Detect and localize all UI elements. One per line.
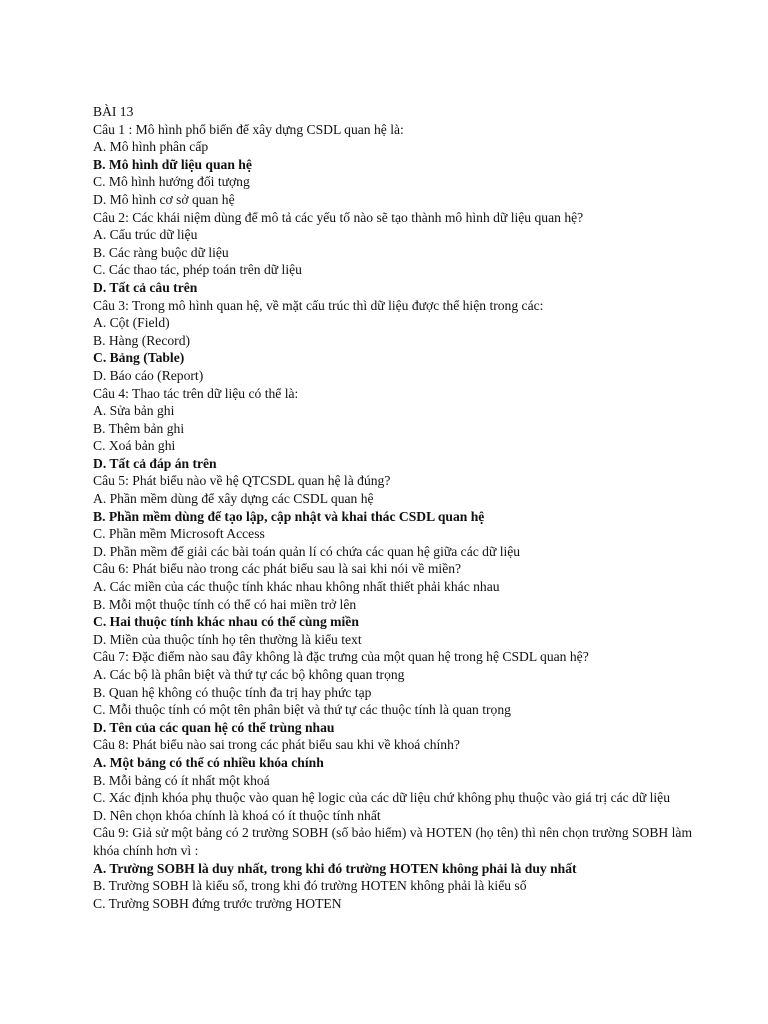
answer-option-correct: B. Mô hình dữ liệu quan hệ bbox=[93, 156, 252, 172]
answer-option: A. Phần mềm dùng để xây dựng các CSDL quan hệ bbox=[93, 491, 374, 507]
answer-option: D. Báo cáo (Report) bbox=[93, 367, 204, 383]
answer-option: D. Miền của thuộc tính họ tên thường là kiểu text bbox=[93, 631, 362, 647]
answer-option-correct: B. Phần mềm dùng để tạo lập, cập nhật và khai thác CSDL quan hệ bbox=[93, 508, 485, 524]
answer-option-correct: D. Tên của các quan hệ có thể trùng nhau bbox=[93, 719, 335, 735]
question-text: Câu 6: Phát biểu nào trong các phát biểu sau là sai khi nói về miền? bbox=[93, 561, 462, 577]
answer-option: B. Trường SOBH là kiểu số, trong khi đó trường HOTEN không phải là kiểu số bbox=[93, 878, 527, 894]
question-text: Câu 9: Giả sử một bảng có 2 trường SOBH (số bảo hiểm) và HOTEN (họ tên) thì nên chọn trường SOBH làm khóa chính hơn vì : bbox=[93, 825, 693, 858]
answer-option: A. Cấu trúc dữ liệu bbox=[93, 227, 198, 243]
answer-option: B. Mỗi bảng có ít nhất một khoá bbox=[93, 772, 270, 788]
answer-option: A. Sửa bản ghi bbox=[93, 403, 175, 419]
answer-option: C. Mỗi thuộc tính có một tên phân biệt và thứ tự các thuộc tính là quan trọng bbox=[93, 702, 511, 718]
document-title: BÀI 13 bbox=[93, 104, 134, 119]
answer-option: D. Nên chọn khóa chính là khoá có ít thuộc tính nhất bbox=[93, 807, 381, 823]
document-lines bbox=[93, 121, 693, 913]
question-text: Câu 2: Các khái niệm dùng để mô tả các yếu tố nào sẽ tạo thành mô hình dữ liệu quan hệ? bbox=[93, 209, 584, 225]
answer-option: B. Thêm bản ghi bbox=[93, 420, 185, 436]
question-text: Câu 7: Đặc điểm nào sau đây không là đặc trưng của một quan hệ trong hệ CSDL quan hệ? bbox=[93, 649, 589, 665]
answer-option-correct: A. Một bảng có thể có nhiều khóa chính bbox=[93, 754, 324, 770]
answer-option: C. Trường SOBH đứng trước trường HOTEN bbox=[93, 895, 342, 911]
question-text: Câu 5: Phát biểu nào về hệ QTCSDL quan hệ là đúng? bbox=[93, 473, 391, 489]
answer-option: D. Mô hình cơ sở quan hệ bbox=[93, 191, 235, 207]
answer-option: A. Các miền của các thuộc tính khác nhau không nhất thiết phải khác nhau bbox=[93, 579, 500, 595]
answer-option: A. Cột (Field) bbox=[93, 315, 170, 331]
answer-option-correct: C. Hai thuộc tính khác nhau có thể cùng miền bbox=[93, 614, 359, 630]
answer-option: C. Phần mềm Microsoft Access bbox=[93, 526, 265, 542]
answer-option: B. Các ràng buộc dữ liệu bbox=[93, 244, 229, 260]
answer-option: A. Các bộ là phân biệt và thứ tự các bộ không quan trọng bbox=[93, 667, 405, 682]
question-text: Câu 4: Thao tác trên dữ liệu có thể là: bbox=[93, 385, 299, 401]
answer-option: A. Mô hình phân cấp bbox=[93, 139, 209, 155]
answer-option-correct: A. Trường SOBH là duy nhất, trong khi đó trường HOTEN không phải là duy nhất bbox=[93, 860, 577, 876]
answer-option: C. Các thao tác, phép toán trên dữ liệu bbox=[93, 262, 302, 278]
question-text: Câu 3: Trong mô hình quan hệ, về mặt cấu trúc thì dữ liệu được thể hiện trong các: bbox=[93, 297, 544, 313]
answer-option: C. Xoá bản ghi bbox=[93, 438, 176, 454]
answer-option: B. Quan hệ không có thuộc tính đa trị hay phức tạp bbox=[93, 684, 372, 700]
answer-option: B. Mỗi một thuộc tính có thể có hai miền trở lên bbox=[93, 596, 357, 612]
answer-option: D. Phần mềm để giải các bài toán quản lí có chứa các quan hệ giữa các dữ liệu bbox=[93, 543, 521, 559]
question-text: Câu 1 : Mô hình phổ biến để xây dựng CSDL quan hệ là: bbox=[93, 121, 404, 137]
answer-option: C. Mô hình hướng đối tượng bbox=[93, 174, 250, 190]
document-body bbox=[93, 103, 693, 912]
answer-option: C. Xác định khóa phụ thuộc vào quan hệ logic của các dữ liệu chứ không phụ thuộc vào giá trị các dữ liệu bbox=[93, 790, 671, 806]
answer-option-correct: C. Bảng (Table) bbox=[93, 350, 185, 366]
answer-option: B. Hàng (Record) bbox=[93, 332, 191, 348]
answer-option-correct: D. Tất cả câu trên bbox=[93, 279, 198, 295]
answer-option-correct: D. Tất cả đáp án trên bbox=[93, 455, 217, 471]
question-text: Câu 8: Phát biểu nào sai trong các phát biểu sau khi về khoá chính? bbox=[93, 737, 460, 753]
